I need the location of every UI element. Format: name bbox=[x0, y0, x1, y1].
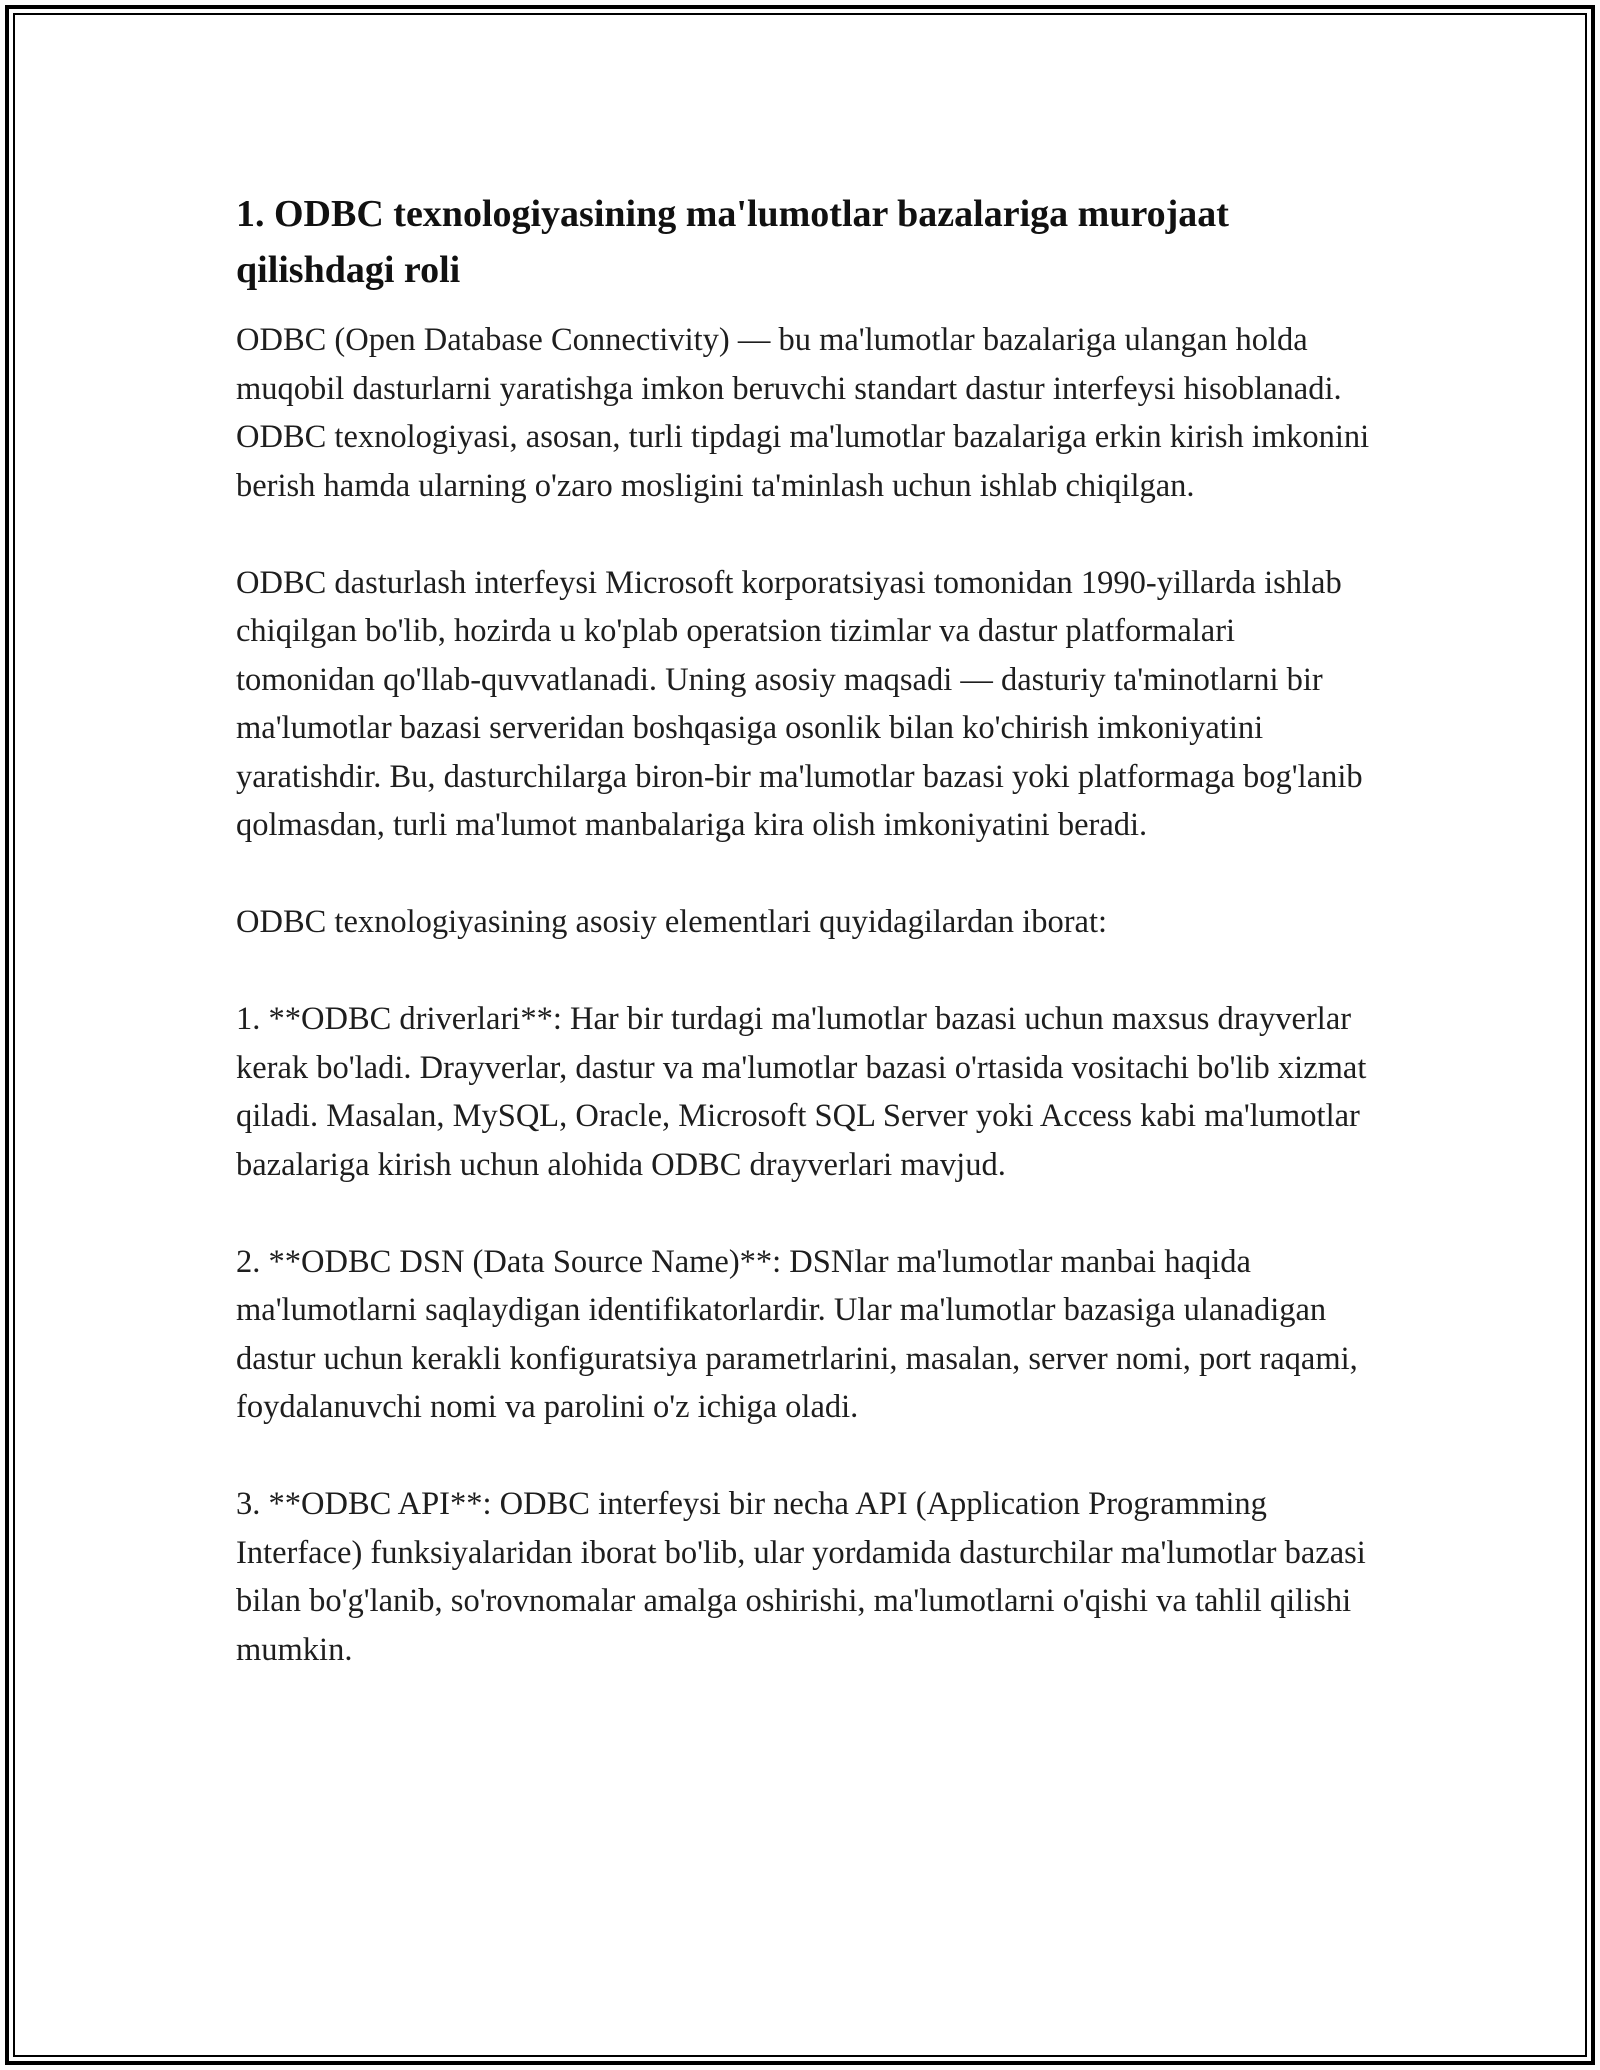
document-body bbox=[236, 186, 1376, 1723]
list-item-drivers: 1. **ODBC driverlari**: Har bir turdagi ma'lumotlar bazasi uchun maxsus drayverlar kerak bo'ladi. Drayverlar, dastur va ma'lumotlar bazasi o'rtasida vositachi bo'lib xizmat qiladi. Masalan, MySQL, Oracle, Microsoft SQL Server yoki Access kabi ma'lumotlar bazalariga kirish uchun alohida ODBC drayverlari mavjud. bbox=[236, 1001, 1367, 1183]
list-item-api: 3. **ODBC API**: ODBC interfeysi bir necha API (Application Programming Interface) funksiyalaridan iborat bo'lib, ular yordamida dasturchilar ma'lumotlar bazasi bilan bo'g'lanib, so'rovnomalar amalga oshirishi, ma'lumotlarni o'qishi va tahlil qilishi mumkin. bbox=[236, 1486, 1366, 1668]
paragraph-elements-intro: ODBC texnologiyasining asosiy elementlari quyidagilardan iborat: bbox=[236, 904, 1108, 940]
paragraph-history: ODBC dasturlash interfeysi Microsoft korporatsiyasi tomonidan 1990-yillarda ishlab chiqilgan bo'lib, hozirda u ko'plab operatsion tizimlar va dastur platformalari tomonidan qo'llab-quvvatlanadi. Uning asosiy maqsadi — dasturiy ta'minotlarni bir ma'lumotlar bazasi serveridan boshqasiga osonlik bilan ko'chirish imkoniyatini yaratishdir. Bu, dasturchilarga biron-bir ma'lumotlar bazasi yoki platformaga bog'lanib qolmasdan, turli ma'lumot manbalariga kira olish imkoniyatini beradi. bbox=[236, 564, 1363, 843]
list-item-dsn: 2. **ODBC DSN (Data Source Name)**: DSNlar ma'lumotlar manbai haqida ma'lumotlarni saqlaydigan identifikatorlardir. Ular ma'lumotlar bazasiga ulanadigan dastur uchun kerakli konfiguratsiya parametrlarini, masalan, server nomi, port raqami, foydalanuvchi nomi va parolini o'z ichiga oladi. bbox=[236, 1243, 1358, 1425]
document-title: 1. ODBC texnologiyasining ma'lumotlar bazalariga murojaat qilishdagi roli bbox=[236, 193, 1229, 291]
paragraph-intro: ODBC (Open Database Connectivity) — bu ma'lumotlar bazalariga ulangan holda muqobil dasturlarni yaratishga imkon beruvchi standart dastur interfeysi hisoblanadi. ODBC texnologiyasi, asosan, turli tipdagi ma'lumotlar bazalariga erkin kirish imkonini berish hamda ularning o'zaro mosligini ta'minlash uchun ishlab chiqilgan. bbox=[236, 322, 1370, 504]
